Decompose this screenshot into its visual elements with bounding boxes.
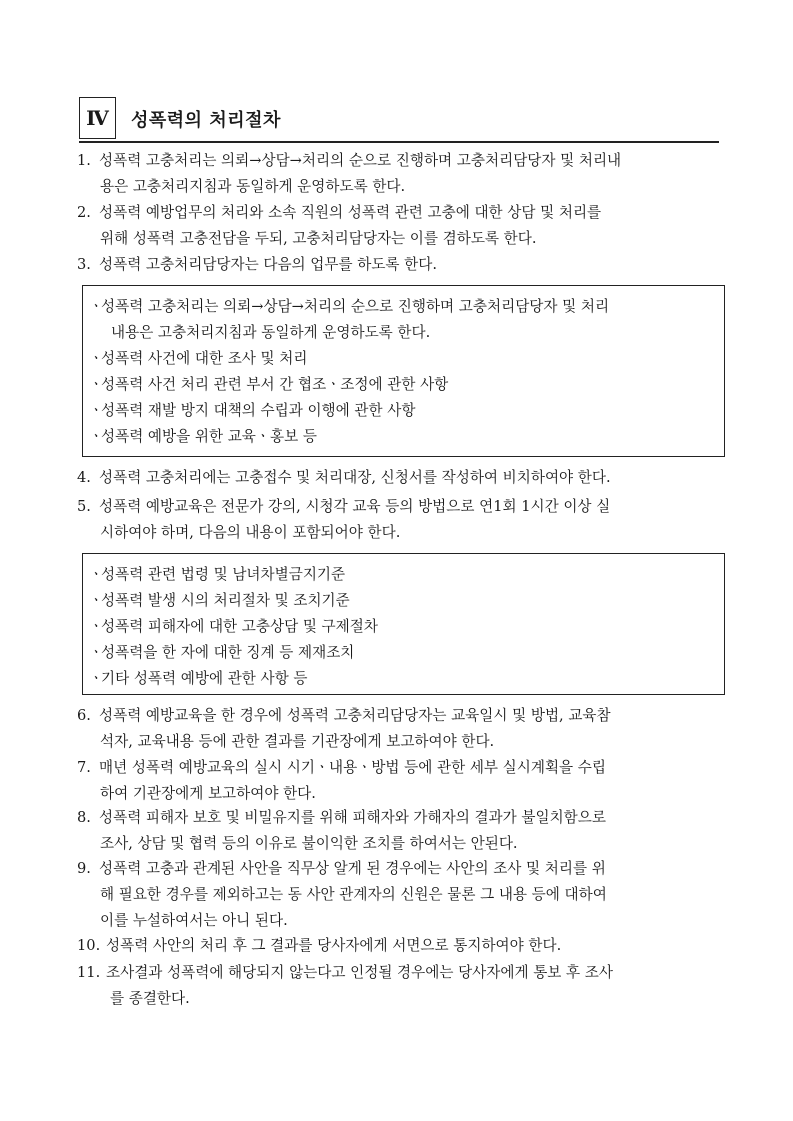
bullet-mark: ㆍ: [89, 350, 104, 367]
bullet-mark: ㆍ: [89, 670, 104, 687]
bullet-text: 성폭력 사건에 대한 조사 및 처리: [101, 350, 308, 367]
list-item-3: [77, 252, 722, 278]
bullet-mark: ㆍ: [89, 298, 104, 315]
box-bullet: [89, 294, 724, 346]
item-text-continued: 석자, 교육내용 등에 관한 결과를 기관장에게 보고하여야 한다.: [100, 733, 495, 750]
list-item-11: [77, 960, 722, 1012]
bullet-text: 성폭력 사건 처리 관련 부서 간 협조ㆍ조정에 관한 사항: [101, 376, 449, 393]
item-number: 5.: [77, 498, 91, 515]
item-text-continued: 해 필요한 경우를 제외하고는 동 사안 관계자의 신원은 물론 그 내용 등에 대하여: [100, 886, 607, 903]
bullet-mark: ㆍ: [89, 592, 104, 609]
item-number: 11.: [77, 964, 101, 981]
bullet-mark: ㆍ: [89, 644, 104, 661]
item-number: 9.: [77, 860, 91, 877]
item-text: 성폭력 예방교육은 전문가 강의, 시청각 교육 등의 방법으로 연1회 1시간 이상 실: [99, 498, 611, 515]
section-header: [79, 97, 719, 143]
item-number: 10.: [77, 937, 101, 954]
item-text-continued: 용은 고충처리지침과 동일하게 운영하도록 한다.: [100, 178, 406, 195]
item-number: 6.: [77, 707, 91, 724]
bullet-text: 성폭력을 한 자에 대한 징계 등 제재조치: [101, 644, 355, 661]
item-text: 성폭력 고충처리에는 고충접수 및 처리대장, 신청서를 작성하여 비치하여야 한다.: [99, 469, 611, 486]
list-item-8: [77, 805, 722, 857]
box-bullet: [89, 562, 724, 588]
section-title: 성폭력의 처리절차: [131, 110, 281, 131]
bullet-mark: ㆍ: [89, 402, 104, 419]
bullet-mark: ㆍ: [89, 376, 104, 393]
bullet-text: 기타 성폭력 예방에 관한 사항 등: [101, 670, 308, 687]
list-item-7: [77, 755, 722, 807]
item-text: 성폭력 고충처리담당자는 다음의 업무를 하도록 한다.: [99, 256, 437, 273]
item-number: 2.: [77, 204, 91, 221]
list-item-2: [77, 200, 722, 252]
item-number: 4.: [77, 469, 91, 486]
list-item-5: [77, 494, 722, 546]
item-text-continued: 이를 누설하여서는 아니 된다.: [100, 912, 288, 929]
bullet-text: 성폭력 관련 법령 및 남녀차별금지기준: [101, 566, 346, 583]
box-bullet: [89, 346, 724, 372]
item-text-continued: 시하여야 하며, 다음의 내용이 포함되어야 한다.: [100, 524, 401, 541]
list-item-1: [77, 148, 722, 200]
item-number: 1.: [77, 152, 91, 169]
item-number: 7.: [77, 759, 91, 776]
item-text-continued: 를 종결한다.: [110, 990, 190, 1007]
item-text: 성폭력 예방업무의 처리와 소속 직원의 성폭력 관련 고충에 대한 상담 및 처리를: [99, 204, 602, 221]
item-text: 성폭력 고충과 관계된 사안을 직무상 알게 된 경우에는 사안의 조사 및 처리를 위: [99, 860, 606, 877]
list-item-9: [77, 856, 722, 934]
bullet-mark: ㆍ: [89, 618, 104, 635]
box-bullet: [89, 372, 724, 398]
list-item-6: [77, 703, 722, 755]
education-contents-box: [82, 553, 725, 695]
box-bullet: [89, 666, 724, 692]
item-text: 매년 성폭력 예방교육의 실시 시기ㆍ내용ㆍ방법 등에 관한 세부 실시계획을 수립: [99, 759, 606, 776]
item-text-continued: 조사, 상담 및 협력 등의 이유로 불이익한 조치를 하여서는 안된다.: [100, 835, 518, 852]
bullet-text: 성폭력 피해자에 대한 고충상담 및 구제절차: [101, 618, 378, 635]
box-bullet: [89, 614, 724, 640]
box-bullet: [89, 588, 724, 614]
item-text: 성폭력 사안의 처리 후 그 결과를 당사자에게 서면으로 통지하여야 한다.: [106, 937, 562, 954]
list-item-10: [77, 933, 722, 959]
bullet-mark: ㆍ: [89, 566, 104, 583]
item-number: 8.: [77, 809, 91, 826]
box-bullet: [89, 398, 724, 424]
item-text: 조사결과 성폭력에 해당되지 않는다고 인정될 경우에는 당사자에게 통보 후 조사: [106, 964, 613, 981]
item-text-continued: 위해 성폭력 고충전담을 두되, 고충처리담당자는 이를 겸하도록 한다.: [100, 230, 537, 247]
bullet-text: 성폭력 고충처리는 의뢰→상담→처리의 순으로 진행하며 고충처리담당자 및 처리: [101, 298, 610, 315]
bullet-text: 성폭력 재발 방지 대책의 수립과 이행에 관한 사항: [101, 402, 416, 419]
bullet-text: 성폭력 발생 시의 처리절차 및 조치기준: [101, 592, 350, 609]
section-number-box: Ⅳ: [79, 97, 116, 139]
item-text: 성폭력 고충처리는 의뢰→상담→처리의 순으로 진행하며 고충처리담당자 및 처리내: [99, 152, 622, 169]
box-bullet: [89, 640, 724, 666]
bullet-mark: ㆍ: [89, 428, 104, 445]
item-number: 3.: [77, 256, 91, 273]
box-bullet: [89, 424, 724, 450]
item-text: 성폭력 예방교육을 한 경우에 성폭력 고충처리담당자는 교육일시 및 방법, 교육참: [99, 707, 611, 724]
bullet-text-continued: 내용은 고충처리지침과 동일하게 운영하도록 한다.: [111, 324, 431, 341]
duties-box: [82, 285, 725, 457]
item-text-continued: 하여 기관장에게 보고하여야 한다.: [100, 785, 316, 802]
item-text: 성폭력 피해자 보호 및 비밀유지를 위해 피해자와 가해자의 결과가 불일치함으로: [99, 809, 606, 826]
bullet-text: 성폭력 예방을 위한 교육ㆍ홍보 등: [101, 428, 317, 445]
list-item-4: [77, 465, 722, 491]
